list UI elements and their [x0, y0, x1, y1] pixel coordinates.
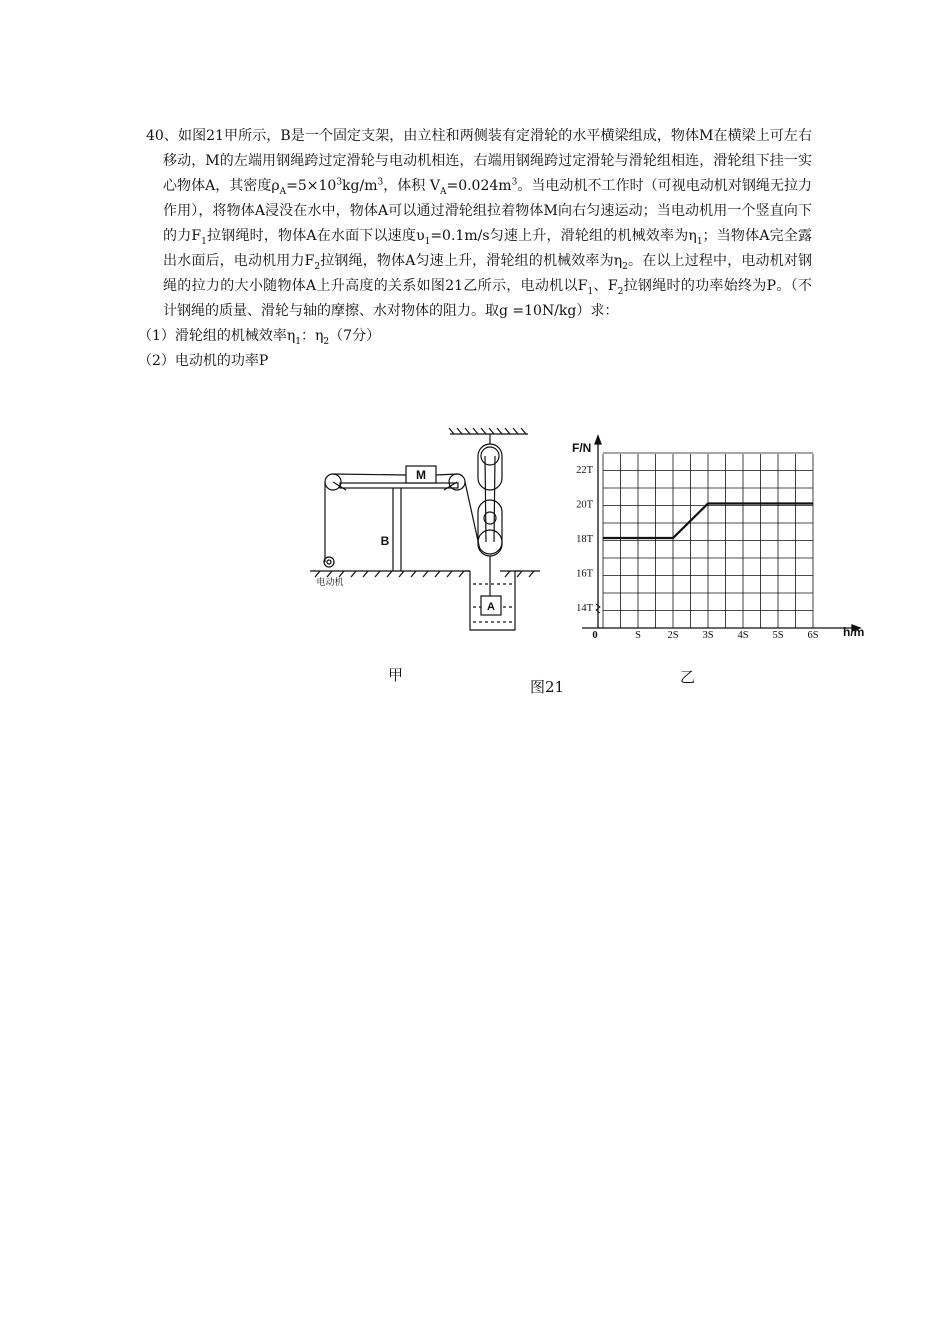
caption-jia: 甲: [388, 666, 404, 684]
caption-yi: 乙: [680, 668, 696, 686]
force-height-chart: [560, 432, 880, 647]
x-tick-label: 6S: [807, 630, 819, 641]
x-tick-label: S: [635, 630, 641, 641]
question-1: （1）滑轮组的机械效率$\eta_1$：$\eta_2(7$分）: [138, 328, 381, 347]
x-tick-label: 5S: [772, 630, 784, 641]
label-A: A: [487, 601, 495, 613]
x-tick-label: 0: [592, 630, 598, 641]
problem-text: [138, 124, 813, 374]
y-tick-label: 22T: [576, 465, 593, 476]
figure-caption: 图21: [530, 678, 565, 696]
x-tick-label: 4S: [737, 630, 749, 641]
label-B: B: [380, 534, 390, 548]
y-tick-label: 20T: [576, 499, 593, 511]
y-tick-label: 18T: [576, 534, 593, 545]
problem-statement: 40、如图21甲所示，B是一个固定支架，由立柱和两侧装有定滑轮的水平横梁组成，物体M在横梁上可左右移动，M的左端用钢绳跨过定滑轮与电动机相连，右端用钢绳跨过定滑轮与滑轮组相连，滑轮组下挂一实心物体A，其密度$\rho_A=5\times 10^3kg/m^3$，体积 $V_A=0.024m^3$。当电动机不工作时（可视电动机对钢绳无拉力作用），将物体A浸没在水中，物体A可以通过滑轮组拉着物体M向右匀速运动；当电动机用一个竖直向下的力$F_1$拉钢绳时，物体A在水面下以速度$\upsilon_1=0.1m/s$匀速上升，滑轮组的机械效率为$\eta_1$；当物体A完全露出水面后，电动机用力$F_2$拉钢绳，物体A匀速上升，滑轮组的机械效率为$\eta_2$。在以上过程中，电动机对钢绳的拉力的大小随物体A上升高度的关系如图21乙所示，电动机以$F_1$、$F_2$拉钢绳时的功率始终为P。（不计钢绳的质量、滑轮与轴的摩擦、水对物体的阻力。取g =10N/kg）求：: [146, 128, 813, 319]
chart-axes: [582, 436, 860, 631]
label-motor: 电动机: [316, 577, 344, 587]
x-tick-label: 3S: [702, 630, 714, 641]
y-tick-label: 14T: [576, 603, 593, 614]
y-tick-labels: [576, 465, 594, 614]
y-axis-label: F/N: [572, 441, 592, 455]
chart-grid: [603, 453, 813, 628]
apparatus-diagram: [310, 422, 550, 637]
x-axis-label: h/m: [843, 625, 865, 639]
x-tick-labels: [592, 630, 818, 641]
y-tick-label: 16T: [576, 568, 593, 580]
label-M: M: [416, 468, 426, 482]
x-tick-label: 2S: [667, 630, 679, 641]
question-2: （2）电动机的功率P: [138, 353, 269, 369]
